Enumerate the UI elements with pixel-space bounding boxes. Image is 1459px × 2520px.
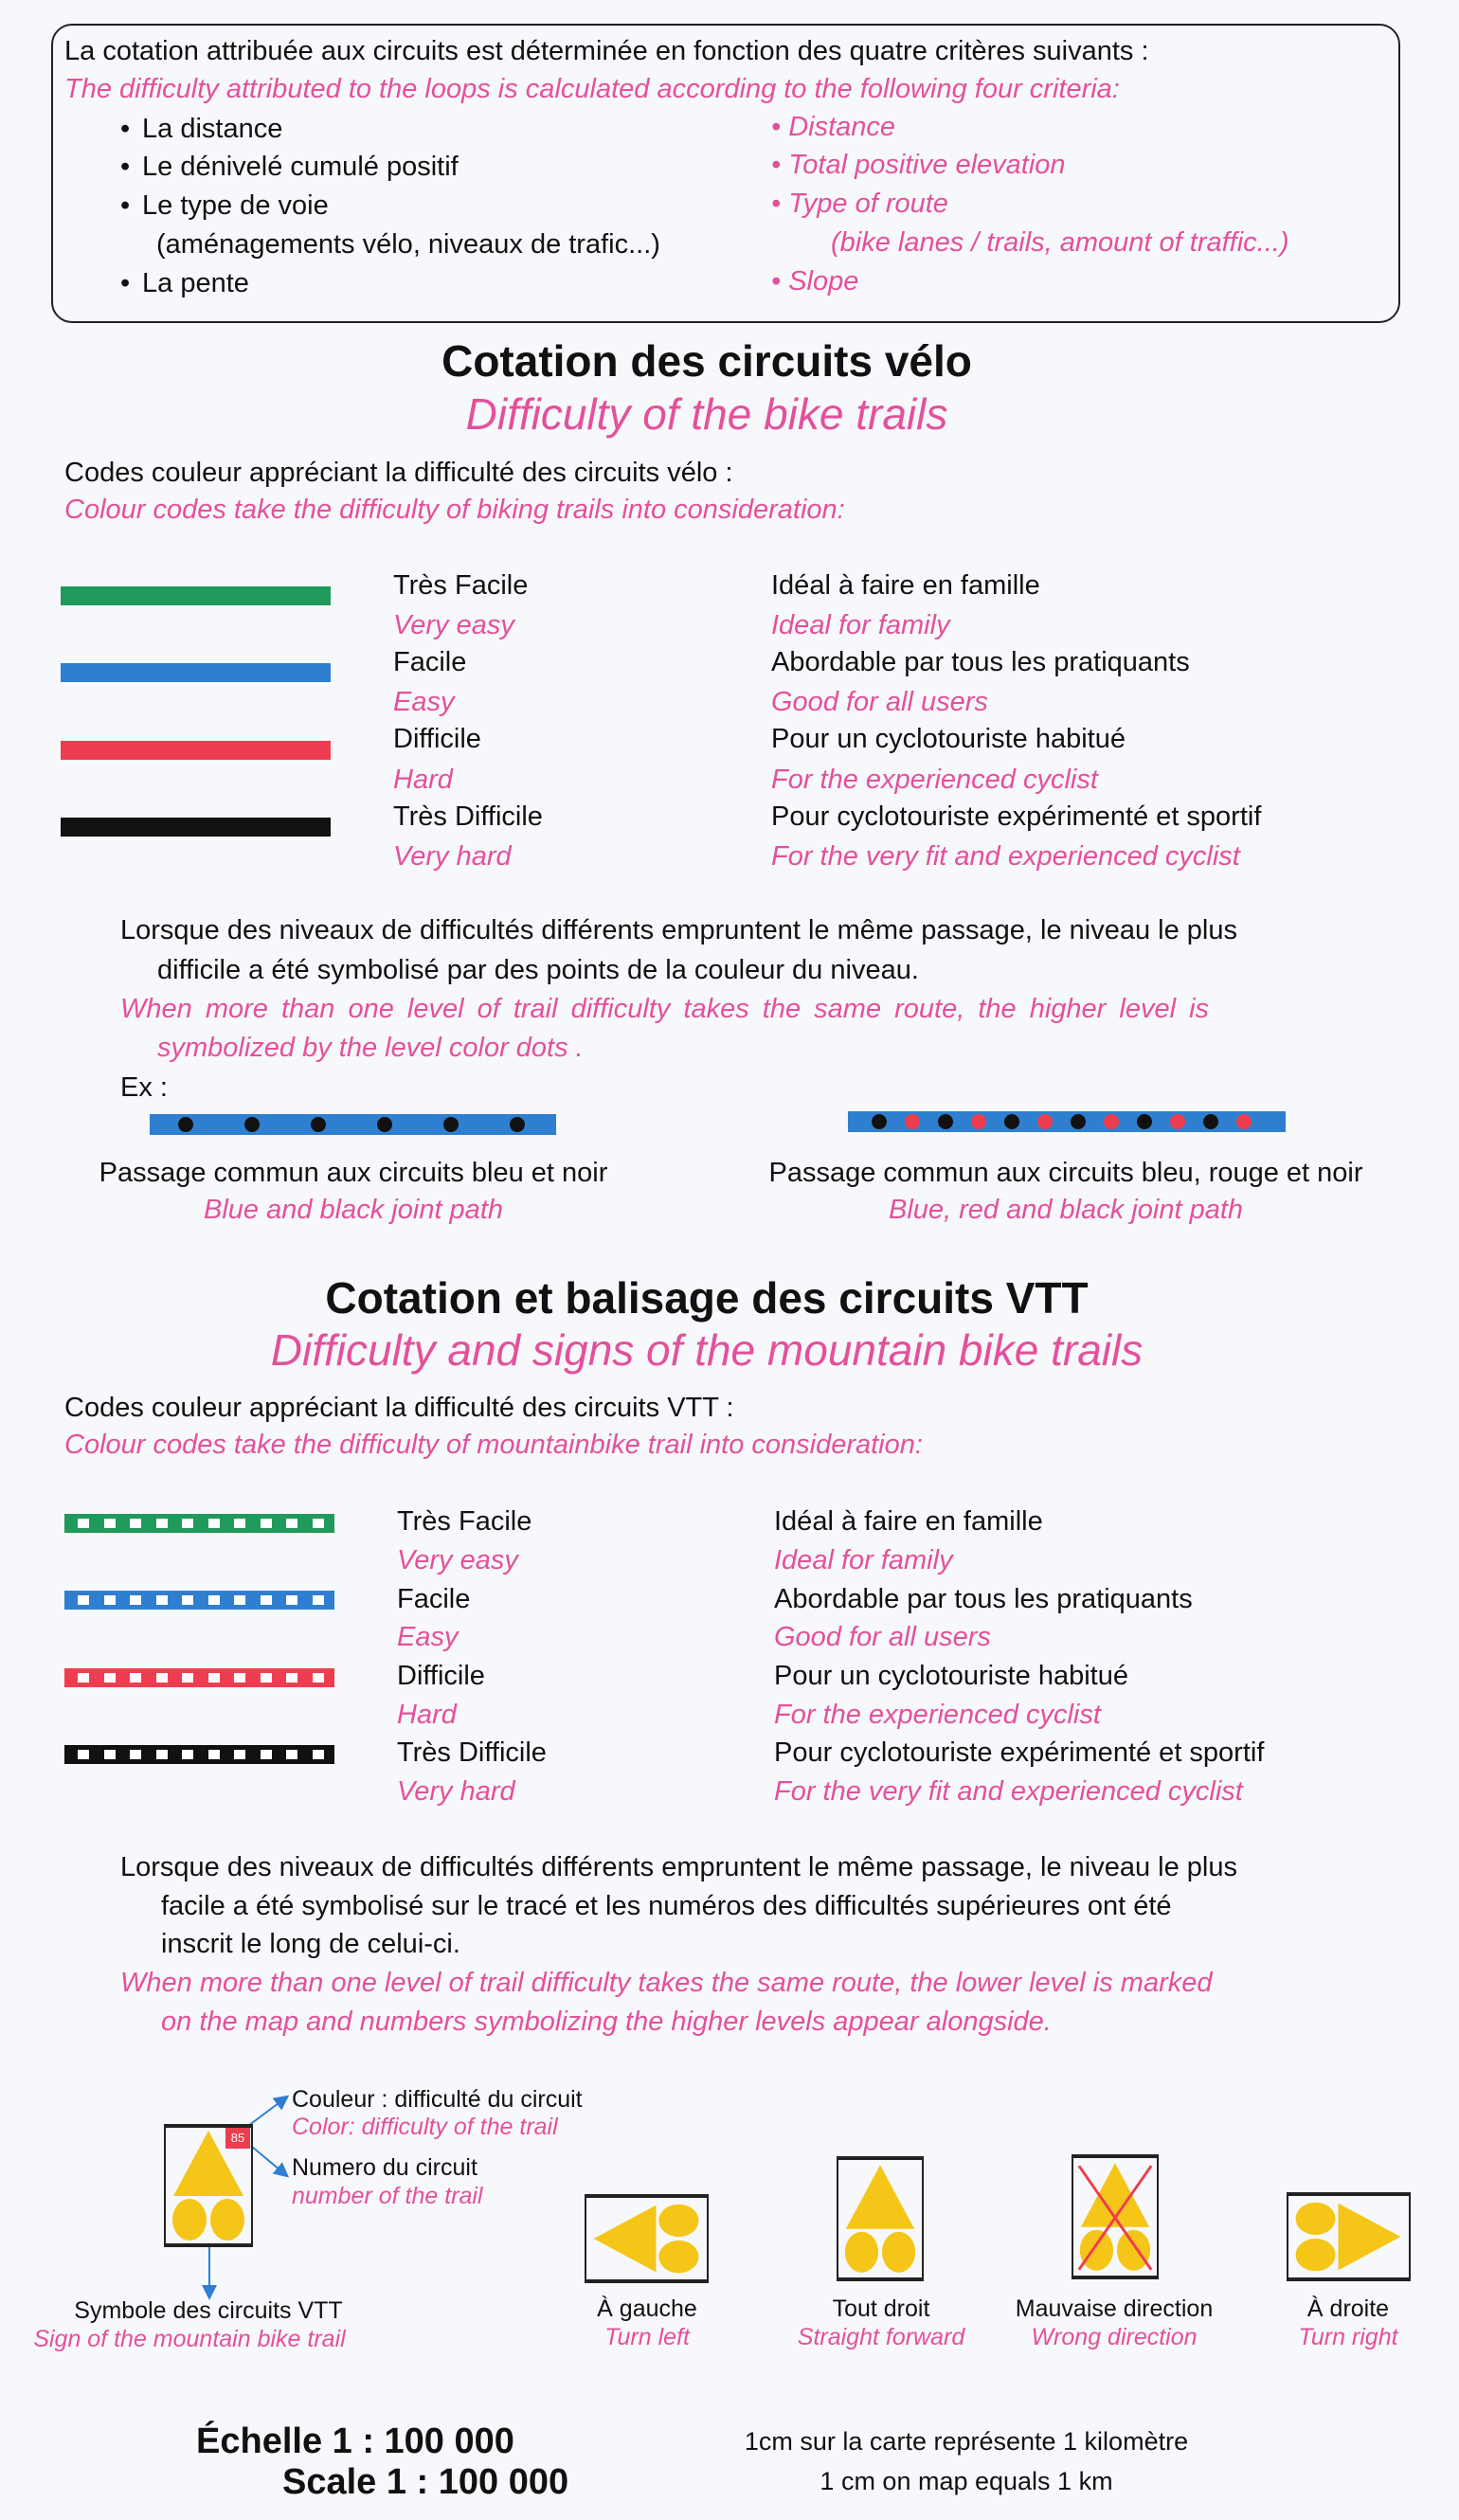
example2-caption-fr: Passage commun aux circuits bleu, rouge et noir <box>768 1158 1363 1188</box>
vtt-title: Cotation et balisage des circuits VTT <box>325 1273 1089 1323</box>
straight-label-en: Straight forward <box>797 2324 965 2350</box>
level-name-fr: Très Facile <box>393 570 529 601</box>
level-name-en: Very easy <box>397 1545 518 1575</box>
velo-note-fr: Lorsque des niveaux de difficultés différents empruntent le même passage, le niveau le plus <box>120 915 1237 945</box>
level-desc-fr: Pour cyclotouriste expérimenté et sportif <box>771 801 1262 832</box>
straight-forward-sign <box>837 2156 924 2281</box>
velo-note-en: symbolized by the level color dots . <box>157 1033 584 1063</box>
velo-note-en: When more than one level of trail difficulty takes the same route, the higher level is <box>120 994 1210 1024</box>
color-label-fr: Couleur : difficulté du circuit <box>292 2086 583 2113</box>
level-name-fr: Facile <box>393 647 467 677</box>
symbol-label-fr: Symbole des circuits VTT <box>74 2297 343 2324</box>
criteria-intro-fr: La cotation attribuée aux circuits est déterminée en fonction des quatre critères suivants : <box>64 36 1149 66</box>
criterion-fr: La distance <box>142 114 283 144</box>
example1-caption-fr: Passage commun aux circuits bleu et noir <box>99 1158 608 1188</box>
level-desc-en: Ideal for family <box>774 1545 953 1575</box>
scale-fr: Échelle 1 : 100 000 <box>196 2421 514 2461</box>
level-name-en: Very hard <box>393 841 512 872</box>
level-name-en: Easy <box>393 687 455 717</box>
level-name-fr: Très Facile <box>397 1506 532 1537</box>
level-name-fr: Difficile <box>393 724 481 754</box>
vtt-note-fr: inscrit le long de celui-ci. <box>161 1929 460 1959</box>
velo-title: Cotation des circuits vélo <box>441 336 972 386</box>
vtt-subtitle: Difficulty and signs of the mountain bike trails <box>270 1325 1144 1375</box>
level-desc-en: Good for all users <box>771 687 988 717</box>
level-name-en: Hard <box>397 1700 457 1730</box>
color-label-en: Color: difficulty of the trail <box>292 2114 558 2140</box>
vtt-note-en: When more than one level of trail difficulty takes the same route, the lower level is marked <box>120 1968 1213 1998</box>
velo-codes-en: Colour codes take the difficulty of biking trails into consideration: <box>64 495 845 525</box>
cross-icon <box>1073 2158 1157 2276</box>
example1-caption-en: Blue and black joint path <box>204 1195 503 1225</box>
bullet-icon: • <box>120 268 131 298</box>
vtt-note-fr: Lorsque des niveaux de difficultés différents empruntent le même passage, le niveau le plus <box>120 1852 1237 1882</box>
turn-right-label-fr: À droite <box>1306 2295 1390 2322</box>
level-desc-en: For the experienced cyclist <box>774 1700 1101 1730</box>
level-desc-en: Good for all users <box>774 1622 991 1652</box>
level-desc-fr: Abordable par tous les pratiquants <box>774 1584 1193 1614</box>
criterion-en: • Slope <box>771 266 859 297</box>
number-label-fr: Numero du circuit <box>292 2154 477 2181</box>
level-desc-fr: Pour cyclotouriste expérimenté et sportif <box>774 1737 1265 1768</box>
turn-left-sign <box>585 2194 709 2283</box>
criterion-fr: (aménagements vélo, niveaux de trafic...) <box>156 229 660 260</box>
level-desc-fr: Abordable par tous les pratiquants <box>771 647 1190 677</box>
wrong-direction-sign <box>1072 2154 1159 2279</box>
turn-right-sign <box>1287 2192 1411 2281</box>
level-name-en: Hard <box>393 765 453 795</box>
vtt-note-fr: facile a été symbolisé sur le tracé et les numéros des difficultés supérieures ont été <box>161 1891 1172 1921</box>
bullet-icon: • <box>120 190 131 221</box>
turn-left-label-fr: À gauche <box>597 2295 697 2322</box>
level-name-fr: Très Difficile <box>393 801 543 832</box>
bullet-icon: • <box>120 114 131 144</box>
level-desc-en: Ideal for family <box>771 610 950 640</box>
bullet-icon: • <box>120 152 131 182</box>
criterion-en: (bike lanes / trails, amount of traffic...) <box>831 227 1289 258</box>
velo-codes-fr: Codes couleur appréciant la difficulté des circuits vélo : <box>64 458 733 488</box>
straight-forward-icon <box>838 2160 922 2277</box>
vtt-codes-fr: Codes couleur appréciant la difficulté des circuits VTT : <box>64 1393 734 1423</box>
number-label-en: number of the trail <box>292 2183 483 2209</box>
level-desc-fr: Pour un cyclotouriste habitué <box>771 724 1126 754</box>
level-name-en: Very easy <box>393 610 514 640</box>
level-name-en: Easy <box>397 1622 459 1652</box>
scale-desc-en: 1 cm on map equals 1 km <box>820 2467 1113 2495</box>
velo-note-fr: difficile a été symbolisé par des points de la couleur du niveau. <box>157 955 919 985</box>
scale-desc-fr: 1cm sur la carte représente 1 kilomètre <box>744 2427 1189 2456</box>
criterion-fr: Le dénivelé cumulé positif <box>142 152 459 182</box>
example2-caption-en: Blue, red and black joint path <box>888 1195 1244 1225</box>
turn-right-label-en: Turn right <box>1298 2324 1398 2350</box>
criteria-intro-en: The difficulty attributed to the loops is calculated according to the following four criteria: <box>64 74 1120 104</box>
criterion-fr: La pente <box>142 268 249 298</box>
criterion-en: • Type of route <box>771 189 948 219</box>
wrong-label-en: Wrong direction <box>1031 2324 1198 2350</box>
scale-en: Scale 1 : 100 000 <box>282 2462 569 2502</box>
level-name-fr: Facile <box>397 1584 471 1614</box>
symbol-label-en: Sign of the mountain bike trail <box>33 2326 346 2352</box>
example-label: Ex : <box>120 1072 168 1103</box>
trail-number-badge: 85 <box>225 2128 250 2149</box>
level-desc-fr: Idéal à faire en famille <box>774 1506 1043 1537</box>
velo-subtitle: Difficulty of the bike trails <box>465 389 948 439</box>
turn-right-icon <box>1290 2196 1406 2277</box>
level-desc-fr: Pour un cyclotouriste habitué <box>774 1661 1128 1691</box>
level-desc-en: For the very fit and experienced cyclist <box>771 841 1240 872</box>
level-name-fr: Difficile <box>397 1661 485 1691</box>
turn-left-icon <box>588 2198 704 2279</box>
level-name-en: Very hard <box>397 1776 515 1807</box>
level-desc-en: For the very fit and experienced cyclist <box>774 1776 1243 1807</box>
turn-left-label-en: Turn left <box>604 2324 690 2350</box>
level-desc-fr: Idéal à faire en famille <box>771 570 1040 601</box>
criterion-en: • Total positive elevation <box>771 150 1066 180</box>
criterion-fr: Le type de voie <box>142 190 329 221</box>
criterion-en: • Distance <box>771 112 896 142</box>
level-name-fr: Très Difficile <box>397 1737 547 1768</box>
straight-label-fr: Tout droit <box>832 2295 930 2322</box>
vtt-note-en: on the map and numbers symbolizing the higher levels appear alongside. <box>161 2007 1052 2037</box>
vtt-codes-en: Colour codes take the difficulty of mountainbike trail into consideration: <box>64 1430 923 1460</box>
wrong-label-fr: Mauvaise direction <box>1015 2295 1214 2322</box>
level-desc-en: For the experienced cyclist <box>771 765 1098 795</box>
